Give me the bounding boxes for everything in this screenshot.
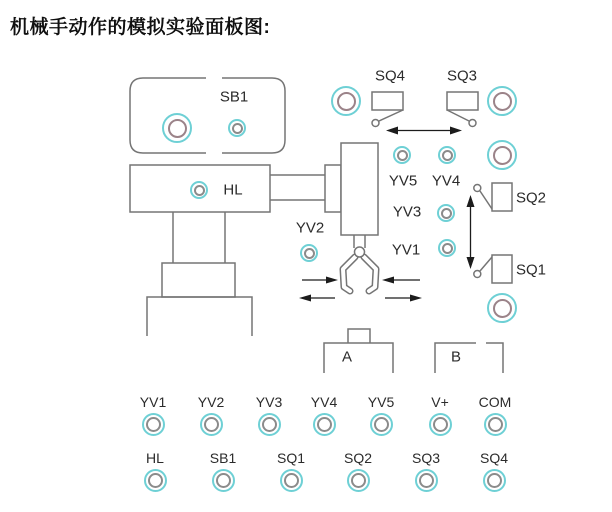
sq1-switch-symbol bbox=[474, 255, 512, 283]
terminal-label: YV2 bbox=[197, 394, 225, 410]
terminal-cell-sq4 bbox=[471, 451, 517, 492]
terminal-label: HL bbox=[146, 450, 164, 466]
terminal-yv2 bbox=[300, 244, 318, 262]
label-hl: HL bbox=[223, 181, 243, 199]
terminal-sb1 bbox=[228, 119, 246, 137]
robot-arm-outline bbox=[130, 143, 378, 336]
button-box-outline bbox=[130, 78, 285, 153]
gripper-close-open-arrows bbox=[299, 277, 422, 302]
terminal-cell-yv1 bbox=[130, 395, 176, 436]
station-b-outline bbox=[435, 343, 503, 373]
terminal-button-box-large bbox=[162, 113, 192, 143]
terminal-label: YV3 bbox=[255, 394, 283, 410]
terminal-cell-vplus bbox=[417, 395, 463, 436]
gripper-icon bbox=[343, 235, 376, 291]
label-yv4: YV4 bbox=[431, 172, 461, 190]
horizontal-travel-arrow bbox=[386, 127, 462, 135]
terminal-cell-sq2 bbox=[335, 451, 381, 492]
terminal-right-mid-large bbox=[487, 140, 517, 170]
label-station-b: B bbox=[450, 348, 462, 366]
label-yv1: YV1 bbox=[391, 241, 421, 259]
label-yv5: YV5 bbox=[388, 172, 418, 190]
terminal-cell-yv4 bbox=[301, 395, 347, 436]
terminal-socket bbox=[429, 413, 452, 436]
label-sq2: SQ2 bbox=[515, 189, 547, 207]
terminal-cell-com bbox=[472, 395, 518, 436]
station-a-outline bbox=[324, 329, 393, 373]
terminal-label: YV4 bbox=[310, 394, 338, 410]
label-station-a: A bbox=[341, 348, 353, 366]
terminal-socket bbox=[484, 413, 507, 436]
terminal-label: SQ1 bbox=[276, 450, 305, 466]
label-yv2: YV2 bbox=[295, 219, 325, 237]
terminal-cell-sq3 bbox=[403, 451, 449, 492]
terminal-cell-sq1 bbox=[268, 451, 314, 492]
page-title: 机械手动作的模拟实验面板图: bbox=[10, 17, 271, 38]
vertical-travel-arrow bbox=[467, 195, 475, 269]
sq2-switch-symbol bbox=[474, 183, 512, 211]
terminal-socket bbox=[347, 469, 370, 492]
terminal-cell-yv2 bbox=[188, 395, 234, 436]
label-sb1: SB1 bbox=[219, 88, 249, 106]
terminal-hl bbox=[190, 181, 208, 199]
terminal-yv1 bbox=[438, 239, 456, 257]
terminal-top-left-large bbox=[331, 86, 361, 116]
terminal-label: COM bbox=[478, 394, 512, 410]
label-sq4: SQ4 bbox=[374, 67, 406, 85]
label-sq3: SQ3 bbox=[446, 67, 478, 85]
terminal-label: YV5 bbox=[367, 394, 395, 410]
terminal-socket bbox=[370, 413, 393, 436]
sq3-switch-symbol bbox=[447, 92, 478, 127]
label-sq1: SQ1 bbox=[515, 261, 547, 279]
terminal-right-bottom-large bbox=[487, 293, 517, 323]
terminal-top-right-large bbox=[487, 86, 517, 116]
terminal-cell-sb1 bbox=[200, 451, 246, 492]
terminal-cell-yv3 bbox=[246, 395, 292, 436]
terminal-label: SB1 bbox=[209, 450, 237, 466]
terminal-socket bbox=[415, 469, 438, 492]
terminal-socket bbox=[212, 469, 235, 492]
terminal-socket bbox=[200, 413, 223, 436]
terminal-label: V+ bbox=[431, 394, 449, 410]
terminal-cell-yv5 bbox=[358, 395, 404, 436]
label-yv3: YV3 bbox=[392, 203, 422, 221]
terminal-socket bbox=[258, 413, 281, 436]
terminal-socket bbox=[280, 469, 303, 492]
terminal-yv3 bbox=[437, 204, 455, 222]
terminal-socket bbox=[142, 413, 165, 436]
terminal-label: SQ3 bbox=[411, 450, 440, 466]
terminal-yv4 bbox=[438, 146, 456, 164]
terminal-cell-hl bbox=[132, 451, 178, 492]
terminal-label: YV1 bbox=[139, 394, 167, 410]
terminal-label: SQ4 bbox=[479, 450, 508, 466]
sq4-switch-symbol bbox=[372, 92, 403, 127]
terminal-yv5 bbox=[393, 146, 411, 164]
terminal-label: SQ2 bbox=[343, 450, 372, 466]
terminal-socket bbox=[483, 469, 506, 492]
terminal-socket bbox=[313, 413, 336, 436]
terminal-socket bbox=[144, 469, 167, 492]
